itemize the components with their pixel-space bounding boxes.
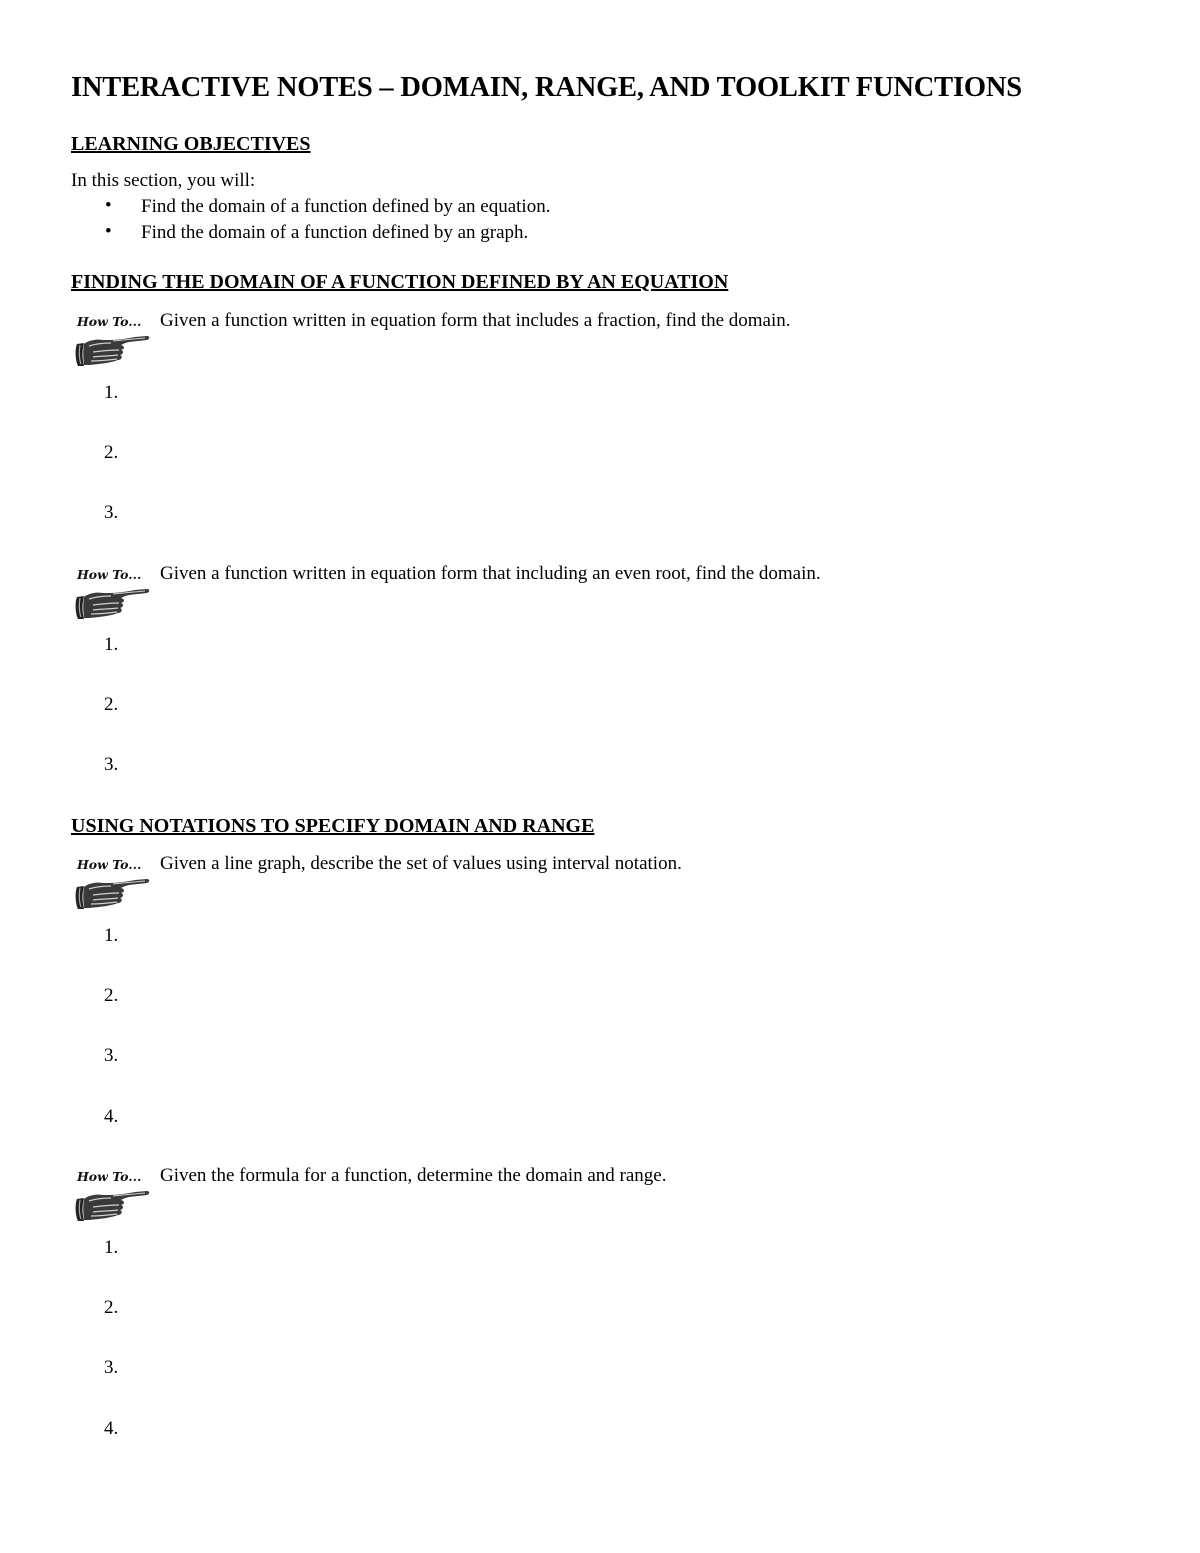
- how-to-pointing-hand-icon: [73, 853, 153, 911]
- svg-text:How To...: How To...: [77, 1169, 142, 1184]
- step-number: 2.: [104, 985, 119, 1006]
- section-heading-domain-by-equation: FINDING THE DOMAIN OF A FUNCTION DEFINED BY AN EQUATION: [71, 271, 729, 293]
- howto-block: [71, 853, 1141, 913]
- document-title: INTERACTIVE NOTES – DOMAIN, RANGE, AND TOOLKIT FUNCTIONS: [71, 72, 1022, 103]
- step-number: 3.: [104, 754, 119, 775]
- step-number: 1.: [104, 634, 119, 655]
- step-number: 3.: [104, 1045, 119, 1066]
- step-number: 4.: [104, 1418, 119, 1439]
- learning-objectives-heading: LEARNING OBJECTIVES: [71, 133, 311, 155]
- how-to-pointing-hand-icon: [73, 563, 153, 621]
- step-number: 2.: [104, 442, 119, 463]
- svg-text:How To...: How To...: [77, 857, 142, 872]
- howto-instruction: Given a line graph, describe the set of values using interval notation.: [160, 853, 682, 874]
- svg-text:How To...: How To...: [77, 314, 142, 329]
- howto-instruction: Given the formula for a function, determine the domain and range.: [160, 1165, 667, 1186]
- list-item: • Find the domain of a function defined by an graph.: [71, 222, 550, 248]
- step-number: 2.: [104, 1297, 119, 1318]
- list-item: • Find the domain of a function defined by an equation.: [71, 196, 550, 222]
- objectives-intro: In this section, you will:: [71, 170, 256, 191]
- howto-instruction: Given a function written in equation form that including an even root, find the domain.: [160, 563, 821, 584]
- svg-text:How To...: How To...: [77, 567, 142, 582]
- step-number: 1.: [104, 1237, 119, 1258]
- howto-block: [71, 563, 1141, 623]
- objectives-list: [71, 196, 550, 248]
- howto-block: [71, 1165, 1141, 1225]
- how-to-pointing-hand-icon: [73, 1165, 153, 1223]
- step-number: 1.: [104, 925, 119, 946]
- how-to-pointing-hand-icon: [73, 310, 153, 368]
- step-number: 4.: [104, 1106, 119, 1127]
- step-number: 3.: [104, 1357, 119, 1378]
- step-number: 1.: [104, 382, 119, 403]
- section-heading-notations: USING NOTATIONS TO SPECIFY DOMAIN AND RANGE: [71, 815, 595, 837]
- step-number: 2.: [104, 694, 119, 715]
- howto-instruction: Given a function written in equation form that includes a fraction, find the domain.: [160, 310, 791, 331]
- step-number: 3.: [104, 502, 119, 523]
- howto-block: [71, 310, 1141, 370]
